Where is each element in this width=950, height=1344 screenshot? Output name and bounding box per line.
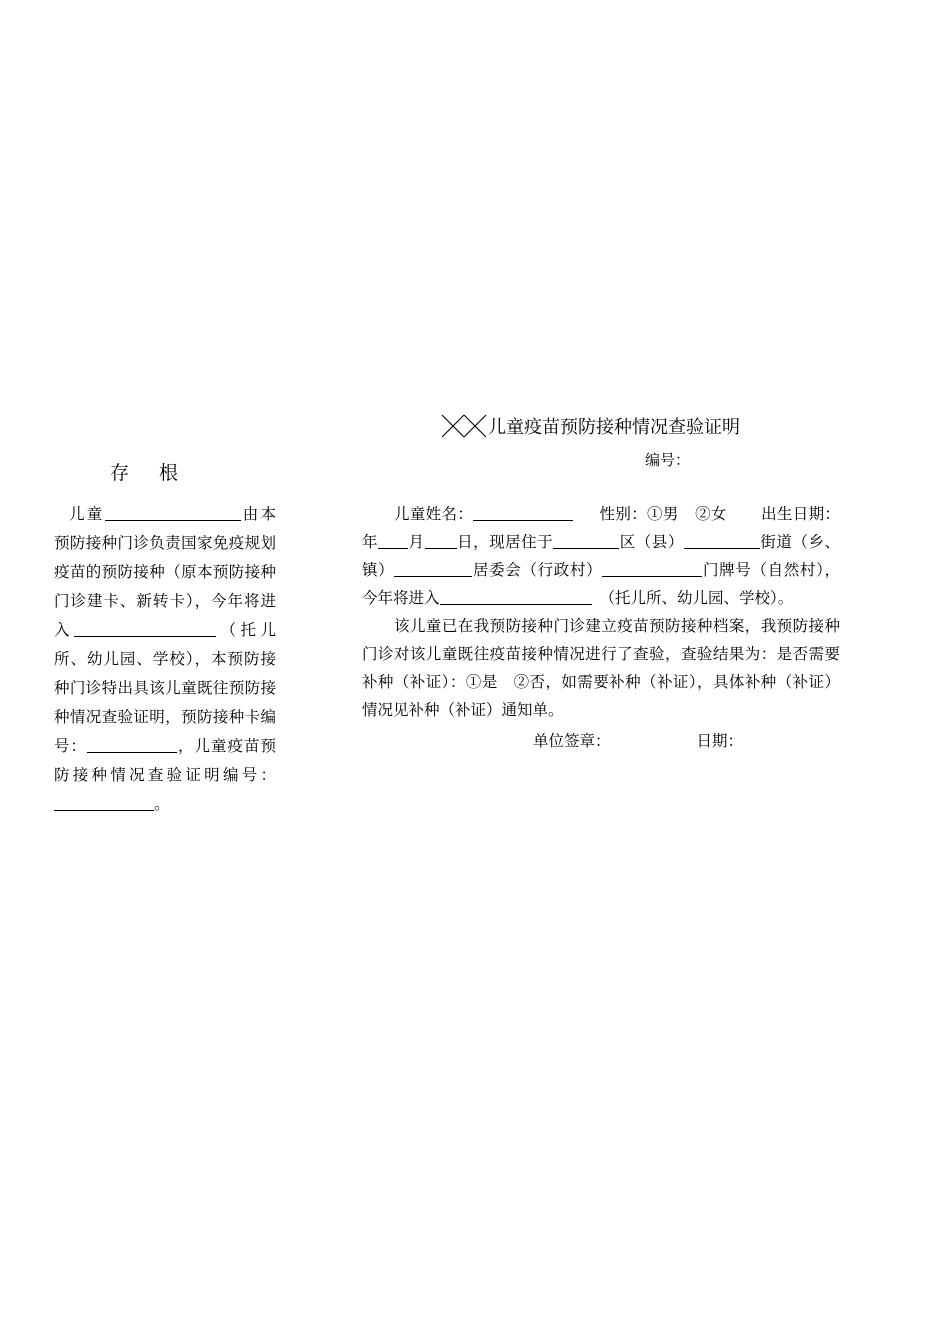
stub-text-4: ，儿童疫苗预防接种情况查验证明编号：: [54, 737, 276, 784]
stub-paragraph: [54, 500, 276, 819]
stub-text-2: 由本预防接种门诊负责国家免疫规划疫苗的预防接种（原本预防接种门诊建卡、新转卡），今年将进入: [54, 505, 276, 639]
house-number-blank[interactable]: [602, 560, 702, 577]
certificate-body: [362, 500, 840, 724]
stub-text-5: 。: [154, 795, 170, 813]
date-label: 日期：: [696, 732, 744, 750]
birth-date-label: 出生日期：: [760, 505, 840, 523]
institution-blank[interactable]: [74, 620, 216, 637]
signature-row: [533, 729, 743, 751]
stub-text-3: （托儿所、幼儿园、学校），本预防接种门诊特出具该儿童既往预防接种情况查验证明，预防接种卡编号：: [54, 621, 276, 755]
house-number-label: 门牌号（自然村），今年将进入: [362, 561, 840, 607]
institution-types: （托儿所、幼儿园、学校）。: [599, 589, 794, 607]
month-label: 月: [408, 533, 425, 551]
stub-title: 存根: [110, 462, 209, 484]
street-blank[interactable]: [684, 532, 760, 549]
certificate-number-label: 编号：: [645, 451, 691, 469]
certificate-paragraph-2: 该儿童已在我预防接种门诊建立疫苗预防接种档案，我预防接种门诊对该儿童既往疫苗接种情况进行了查验，查验结果为：是否需要补种（补证）：①是 ②否，如需要补种（补证），具体补种（补证）情况见补种（补证）通知单。: [362, 617, 840, 719]
day-blank[interactable]: [425, 532, 457, 549]
certificate-title: [440, 413, 780, 443]
child-name-blank[interactable]: [105, 504, 241, 521]
xx-mark-icon: [440, 413, 488, 439]
name-label: 儿童姓名：: [394, 505, 474, 523]
month-blank[interactable]: [378, 532, 408, 549]
certificate-paragraph-1: [362, 500, 840, 612]
committee-blank[interactable]: [394, 560, 472, 577]
street-label: 街道（乡、镇）: [362, 533, 840, 579]
day-address-label: 日，现居住于: [456, 533, 554, 551]
gender-label: 性别：①男: [599, 505, 679, 523]
gender-female: ②女: [694, 505, 727, 523]
name-blank[interactable]: [473, 504, 573, 521]
card-number-blank[interactable]: [87, 736, 177, 753]
institution-name-blank[interactable]: [440, 588, 592, 605]
year-label: 年: [362, 533, 379, 551]
committee-label: 居委会（行政村）: [472, 561, 603, 579]
district-label: 区（县）: [619, 533, 684, 551]
certificate-number-blank[interactable]: [54, 794, 154, 811]
district-blank[interactable]: [553, 532, 619, 549]
stub-text-1: 儿童: [69, 505, 105, 523]
stub-body: [54, 500, 276, 819]
certificate-title-text: 儿童疫苗预防接种情况查验证明: [488, 417, 740, 438]
unit-seal-label: 单位签章：: [533, 732, 611, 750]
